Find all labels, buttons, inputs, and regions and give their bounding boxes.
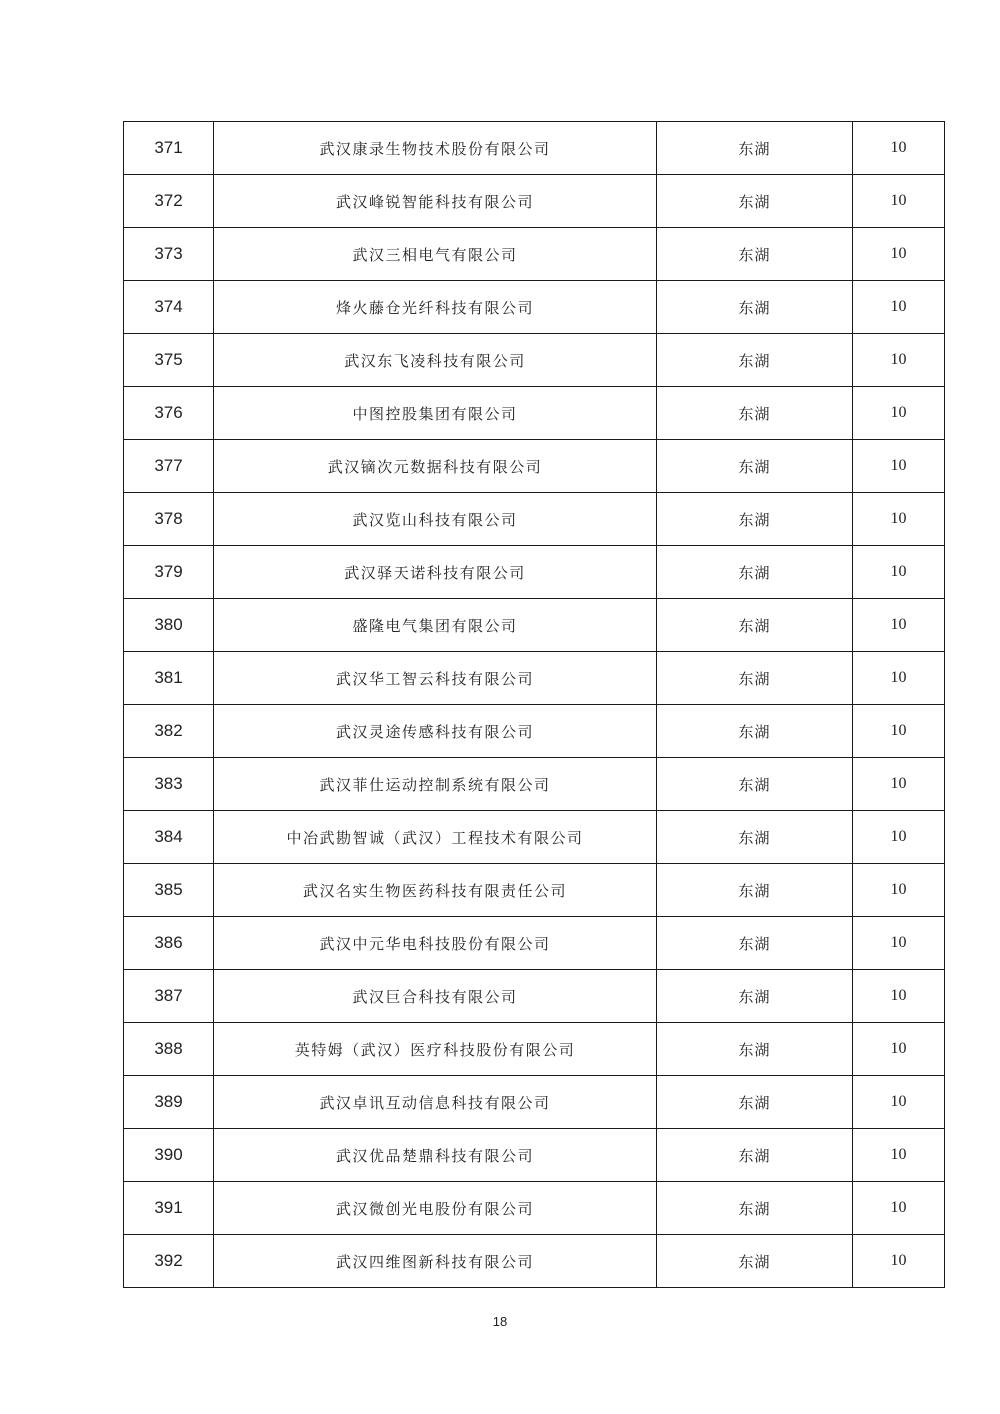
row-number-cell: 380 — [124, 599, 214, 652]
score-cell: 10 — [853, 1235, 945, 1288]
district-cell: 东湖 — [657, 864, 853, 917]
company-name-cell: 武汉驿天诺科技有限公司 — [214, 546, 657, 599]
district-cell: 东湖 — [657, 175, 853, 228]
score-cell: 10 — [853, 228, 945, 281]
row-number-cell: 371 — [124, 122, 214, 175]
table-row — [124, 228, 945, 281]
row-number-cell: 375 — [124, 334, 214, 387]
score-cell: 10 — [853, 546, 945, 599]
score-cell: 10 — [853, 387, 945, 440]
table-row — [124, 175, 945, 228]
score-cell: 10 — [853, 1076, 945, 1129]
table-row — [124, 970, 945, 1023]
company-name-cell: 烽火藤仓光纤科技有限公司 — [214, 281, 657, 334]
company-name-cell: 武汉中元华电科技股份有限公司 — [214, 917, 657, 970]
table-row — [124, 652, 945, 705]
row-number-cell: 382 — [124, 705, 214, 758]
table-row — [124, 281, 945, 334]
district-cell: 东湖 — [657, 122, 853, 175]
score-cell: 10 — [853, 493, 945, 546]
district-cell: 东湖 — [657, 440, 853, 493]
company-name-cell: 武汉东飞凌科技有限公司 — [214, 334, 657, 387]
row-number-cell: 376 — [124, 387, 214, 440]
table-row — [124, 758, 945, 811]
company-name-cell: 武汉览山科技有限公司 — [214, 493, 657, 546]
district-cell: 东湖 — [657, 228, 853, 281]
company-name-cell: 武汉卓讯互动信息科技有限公司 — [214, 1076, 657, 1129]
company-name-cell: 武汉名实生物医药科技有限责任公司 — [214, 864, 657, 917]
company-name-cell: 武汉四维图新科技有限公司 — [214, 1235, 657, 1288]
score-cell: 10 — [853, 599, 945, 652]
score-cell: 10 — [853, 705, 945, 758]
table-row — [124, 1235, 945, 1288]
table-row — [124, 440, 945, 493]
district-cell: 东湖 — [657, 811, 853, 864]
district-cell: 东湖 — [657, 758, 853, 811]
row-number-cell: 377 — [124, 440, 214, 493]
score-cell: 10 — [853, 758, 945, 811]
table-body — [124, 122, 945, 1288]
table-row — [124, 387, 945, 440]
company-name-cell: 英特姆（武汉）医疗科技股份有限公司 — [214, 1023, 657, 1076]
row-number-cell: 378 — [124, 493, 214, 546]
table-row — [124, 1023, 945, 1076]
company-name-cell: 中图控股集团有限公司 — [214, 387, 657, 440]
score-cell: 10 — [853, 864, 945, 917]
table-row — [124, 1129, 945, 1182]
score-cell: 10 — [853, 652, 945, 705]
company-name-cell: 中冶武勘智诚（武汉）工程技术有限公司 — [214, 811, 657, 864]
row-number-cell: 374 — [124, 281, 214, 334]
row-number-cell: 379 — [124, 546, 214, 599]
table-row — [124, 334, 945, 387]
table-row — [124, 864, 945, 917]
row-number-cell: 389 — [124, 1076, 214, 1129]
district-cell: 东湖 — [657, 705, 853, 758]
district-cell: 东湖 — [657, 546, 853, 599]
company-name-cell: 武汉三相电气有限公司 — [214, 228, 657, 281]
district-cell: 东湖 — [657, 387, 853, 440]
district-cell: 东湖 — [657, 1023, 853, 1076]
company-table — [123, 121, 945, 1288]
row-number-cell: 384 — [124, 811, 214, 864]
district-cell: 东湖 — [657, 1235, 853, 1288]
table-row — [124, 705, 945, 758]
row-number-cell: 387 — [124, 970, 214, 1023]
district-cell: 东湖 — [657, 917, 853, 970]
company-name-cell: 武汉华工智云科技有限公司 — [214, 652, 657, 705]
page-number: 18 — [492, 1314, 508, 1329]
score-cell: 10 — [853, 122, 945, 175]
company-name-cell: 盛隆电气集团有限公司 — [214, 599, 657, 652]
company-name-cell: 武汉康录生物技术股份有限公司 — [214, 122, 657, 175]
row-number-cell: 385 — [124, 864, 214, 917]
table-row — [124, 599, 945, 652]
district-cell: 东湖 — [657, 1182, 853, 1235]
district-cell: 东湖 — [657, 599, 853, 652]
row-number-cell: 391 — [124, 1182, 214, 1235]
table-row — [124, 1076, 945, 1129]
score-cell: 10 — [853, 970, 945, 1023]
table-row — [124, 917, 945, 970]
table-row — [124, 1182, 945, 1235]
district-cell: 东湖 — [657, 1129, 853, 1182]
table-row — [124, 493, 945, 546]
district-cell: 东湖 — [657, 281, 853, 334]
row-number-cell: 381 — [124, 652, 214, 705]
district-cell: 东湖 — [657, 493, 853, 546]
score-cell: 10 — [853, 1182, 945, 1235]
district-cell: 东湖 — [657, 1076, 853, 1129]
table-row — [124, 811, 945, 864]
company-name-cell: 武汉优品楚鼎科技有限公司 — [214, 1129, 657, 1182]
score-cell: 10 — [853, 917, 945, 970]
district-cell: 东湖 — [657, 334, 853, 387]
company-name-cell: 武汉峰锐智能科技有限公司 — [214, 175, 657, 228]
district-cell: 东湖 — [657, 652, 853, 705]
district-cell: 东湖 — [657, 970, 853, 1023]
row-number-cell: 390 — [124, 1129, 214, 1182]
row-number-cell: 372 — [124, 175, 214, 228]
company-name-cell: 武汉巨合科技有限公司 — [214, 970, 657, 1023]
score-cell: 10 — [853, 1129, 945, 1182]
company-name-cell: 武汉菲仕运动控制系统有限公司 — [214, 758, 657, 811]
company-name-cell: 武汉微创光电股份有限公司 — [214, 1182, 657, 1235]
score-cell: 10 — [853, 281, 945, 334]
table-row — [124, 122, 945, 175]
company-name-cell: 武汉灵途传感科技有限公司 — [214, 705, 657, 758]
row-number-cell: 388 — [124, 1023, 214, 1076]
row-number-cell: 383 — [124, 758, 214, 811]
table-row — [124, 546, 945, 599]
score-cell: 10 — [853, 334, 945, 387]
score-cell: 10 — [853, 440, 945, 493]
row-number-cell: 373 — [124, 228, 214, 281]
score-cell: 10 — [853, 1023, 945, 1076]
row-number-cell: 386 — [124, 917, 214, 970]
score-cell: 10 — [853, 811, 945, 864]
score-cell: 10 — [853, 175, 945, 228]
company-name-cell: 武汉镝次元数据科技有限公司 — [214, 440, 657, 493]
row-number-cell: 392 — [124, 1235, 214, 1288]
